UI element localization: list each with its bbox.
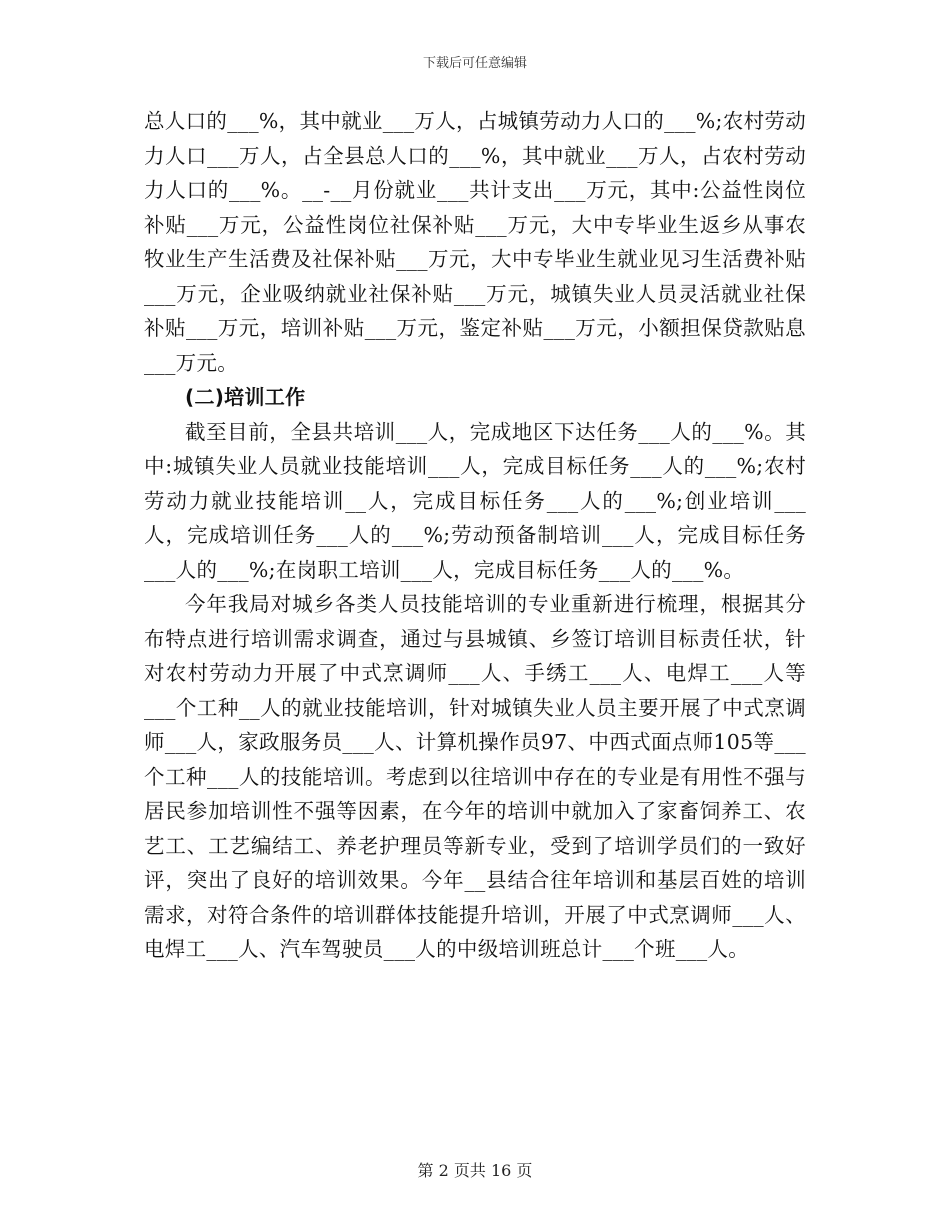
document-body (144, 104, 806, 967)
paragraph-training-summary: 截至目前，全县共培训___人，完成地区下达任务___人的___%。其中:城镇失业人员就业技能培训___人，完成目标任务___人的___%;农村劳动力就业技能培训__人，完成目标任务___人的___%;创业培训___人，完成培训任务___人的___%;劳动预备制培训___人，完成目标任务___人的___%;在岗职工培训___人，完成目标任务___人的___%。 (144, 419, 806, 582)
paragraph-training-details: 今年我局对城乡各类人员技能培训的专业重新进行梳理，根据其分布特点进行培训需求调查，通过与县城镇、乡签订培训目标责任状，针对农村劳动力开展了中式烹调师___人、手绣工___人、电焊工___人等___个工种__人的就业技能培训，针对城镇失业人员主要开展了中式烹调师___人，家政服务员___人、计算机操作员97、中西式面点师105等___个工种___人的技能培训。考虑到以往培训中存在的专业是有用性不强与居民参加培训性不强等因素，在今年的培训中就加入了家畜饲养工、农艺工、工艺编结工、养老护理员等新专业，受到了培训学员们的一致好评，突出了良好的培训效果。今年__县结合往年培训和基层百姓的培训需求，对符合条件的培训群体技能提升培训，开展了中式烹调师___人、电焊工___人、汽车驾驶员___人的中级培训班总计___个班___人。 (144, 592, 806, 961)
paragraph-employment-stats: 总人口的___%，其中就业___万人，占城镇劳动力人口的___%;农村劳动力人口___万人，占全县总人口的___%，其中就业___万人，占农村劳动力人口的___%。__-__月份就业___共计支出___万元，其中:公益性岗位补贴___万元，公益性岗位社保补贴___万元，大中专毕业生返乡从事农牧业生产生活费及社保补贴___万元，大中专毕业生就业见习生活费补贴___万元，企业吸纳就业社保补贴___万元，城镇失业人员灵活就业社保补贴___万元，培训补贴___万元，鉴定补贴___万元，小额担保贷款贴息___万元。 (144, 109, 806, 375)
section-heading-training: (二)培训工作 (185, 385, 306, 409)
page-footer: 第 2 页共 16 页 (417, 1161, 533, 1180)
page-header: 下载后可任意编辑 (422, 56, 527, 71)
